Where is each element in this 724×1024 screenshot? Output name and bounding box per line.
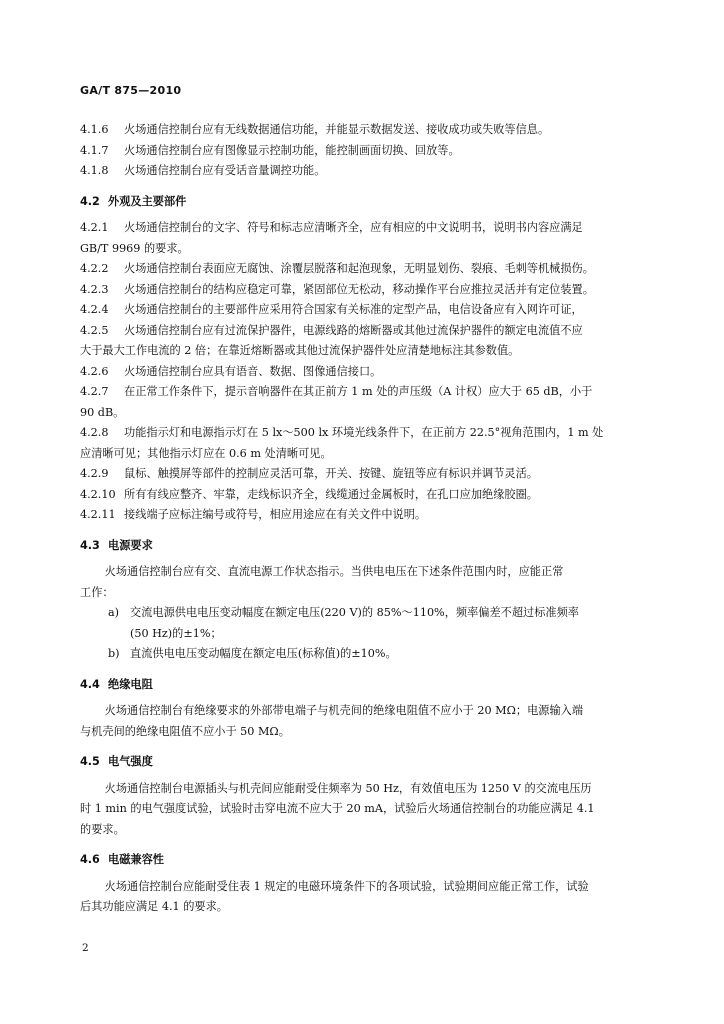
clause-4-2-2 [80,259,650,280]
clause-text: 所有有线应整齐、牢靠，走线标识齐全，线缆通过金属板时，在孔口应加绝缘胶圈。 [124,487,538,501]
section-number: 4.3 [80,538,100,552]
clause-4-2-1 [80,218,650,259]
page-number: 2 [82,942,89,954]
clause-number: 4.2.7 [80,385,109,398]
clause-4-1-8 [80,161,650,182]
clause-number: 4.2.1 [80,221,109,234]
section-number: 4.5 [80,755,100,768]
section-heading-4-2 [80,192,650,213]
paragraph-line: 工作： [80,585,114,599]
clause-4-2-9 [80,464,650,485]
clause-number: 4.2.2 [80,262,109,275]
clause-number: 4.2.4 [80,303,109,316]
clause-number: 4.2.8 [80,426,109,439]
list-text: 直流供电电压变动幅度在额定电压(标称值)的±10%。 [130,647,397,660]
section-heading-4-3 [80,536,650,557]
clause-number: 4.2.11 [80,508,116,521]
section-title: 外观及主要部件 [108,194,187,208]
list-text: (50 Hz)的±1%； [130,626,222,640]
section-paragraph-cont [80,820,650,841]
clause-4-2-7 [80,382,650,423]
clause-text: 火场通信控制台的结构应稳定可靠，紧固部位无松动，移动操作平台应推拉灵活并有定位装置。 [124,282,594,296]
clause-text: 功能指示灯和电源指示灯在 5 lx～500 lx 环境光线条件下，在正前方 22.5°视角范围内，1 m 处 [124,426,604,439]
section-paragraph-cont [80,722,650,743]
clause-number: 4.2.6 [80,364,109,378]
clause-4-2-5 [80,321,650,362]
paragraph-line: 后其功能应满足 4.1 的要求。 [80,900,228,913]
doc-code-header: GA/T 875—2010 [80,84,182,97]
clause-text: 火场通信控制台的主要部件应采用符合国家有关标准的定型产品，电信设备应有入网许可证， [124,303,583,316]
section-paragraph-cont [80,799,650,820]
paragraph-line: 时 1 min 的电气强度试验，试验时击穿电流不应大于 20 mA，试验后火场通信控制台的功能应满足 4.1 [80,802,595,815]
list-text: 交流电源供电电压变动幅度在额定电压(220 V)的 85%～110%，频率偏差不超过标准频率 [130,606,579,619]
clause-text: 在正常工作条件下，提示音响器件在其正前方 1 m 处的声压级（A 计权）应大于 65 dB，小于 [124,385,593,398]
clause-text: 火场通信控制台表面应无腐蚀、涂覆层脱落和起泡现象，无明显划伤、裂痕、毛刺等机械损伤。 [124,262,594,275]
paragraph-line: 与机壳间的绝缘电阻值不应小于 50 MΩ。 [80,724,290,738]
list-item-a-cont [80,624,650,645]
clause-number: 4.1.7 [80,143,109,157]
paragraph-line: 火场通信控制台应能耐受住表 1 规定的电磁环境条件下的各项试验，试验期间应能正常工作，试验 [104,879,589,893]
section-number: 4.2 [80,194,100,208]
paragraph-line: 火场通信控制台应有交、直流电源工作状态指示。当供电电压在下述条件范围内时，应能正常 [104,565,564,578]
page-content [80,120,650,918]
paragraph-line: 火场通信控制台电源插头与机壳间应能耐受住频率为 50 Hz，有效值电压为 1250 V 的交流电压历 [104,781,592,795]
clause-continuation: 应清晰可见；其他指示灯应在 0.6 m 处清晰可见。 [80,446,332,460]
list-label: a) [108,606,120,619]
section-heading-4-6 [80,850,650,871]
clause-text: 火场通信控制台应具有语音、数据、图像通信接口。 [124,364,382,378]
clause-text: 接线端子应标注编号或符号，相应用途应在有关文件中说明。 [124,508,427,521]
section-paragraph-cont [80,897,650,918]
clause-number: 4.2.9 [80,467,109,480]
clause-4-2-10 [80,485,650,506]
section-title: 电磁兼容性 [108,853,164,866]
paragraph-line: 的要求。 [80,822,125,836]
clause-text: 鼠标、触摸屏等部件的控制应灵活可靠，开关、按键、旋钮等应有标识并调节灵活。 [124,467,538,480]
section-paragraph-cont [80,583,650,604]
section-title: 绝缘电阻 [108,677,153,691]
clause-4-2-4 [80,300,650,321]
clause-4-1-7 [80,141,650,162]
paragraph-line: 火场通信控制台有绝缘要求的外部带电端子与机壳间的绝缘电阻值不应小于 20 MΩ；电源输入端 [104,704,584,717]
clause-text: 火场通信控制台应有无线数据通信功能，并能显示数据发送、接收成功或失败等信息。 [124,123,550,136]
clause-text: 火场通信控制台应有过流保护器件，电源线路的熔断器或其他过流保护器件的额定电流值不应 [124,323,583,337]
section-title: 电气强度 [108,755,153,768]
clause-continuation: 90 dB。 [80,405,125,419]
list-label: b) [108,647,120,660]
clause-number: 4.1.8 [80,164,109,177]
section-paragraph [80,562,650,583]
clause-4-2-3 [80,280,650,301]
section-paragraph [80,701,650,722]
clause-text: 火场通信控制台应有图像显示控制功能，能控制画面切换、回放等。 [124,143,460,157]
clause-text: 火场通信控制台的文字、符号和标志应清晰齐全，应有相应的中文说明书，说明书内容应满足 [124,221,583,234]
list-item-b [80,644,650,665]
clause-number: 4.1.6 [80,123,109,136]
clause-4-2-11 [80,505,650,526]
section-number: 4.4 [80,677,100,691]
clause-text: 火场通信控制台应有受话音量调控功能。 [124,164,326,177]
section-title: 电源要求 [108,538,153,552]
clause-4-2-8 [80,423,650,464]
clause-number: 4.2.3 [80,282,109,296]
clause-4-2-6 [80,362,650,383]
clause-continuation: GB/T 9969 的要求。 [80,241,189,255]
clause-number: 4.2.10 [80,487,116,501]
clause-number: 4.2.5 [80,323,109,337]
section-heading-4-4 [80,675,650,696]
section-number: 4.6 [80,853,100,866]
section-paragraph [80,779,650,800]
list-item-a [80,603,650,624]
section-heading-4-5 [80,752,650,773]
clause-4-1-6 [80,120,650,141]
section-paragraph [80,877,650,898]
clause-continuation: 大于最大工作电流的 2 倍；在靠近熔断器或其他过流保护器件处应清楚地标注其参数值。 [80,344,520,357]
